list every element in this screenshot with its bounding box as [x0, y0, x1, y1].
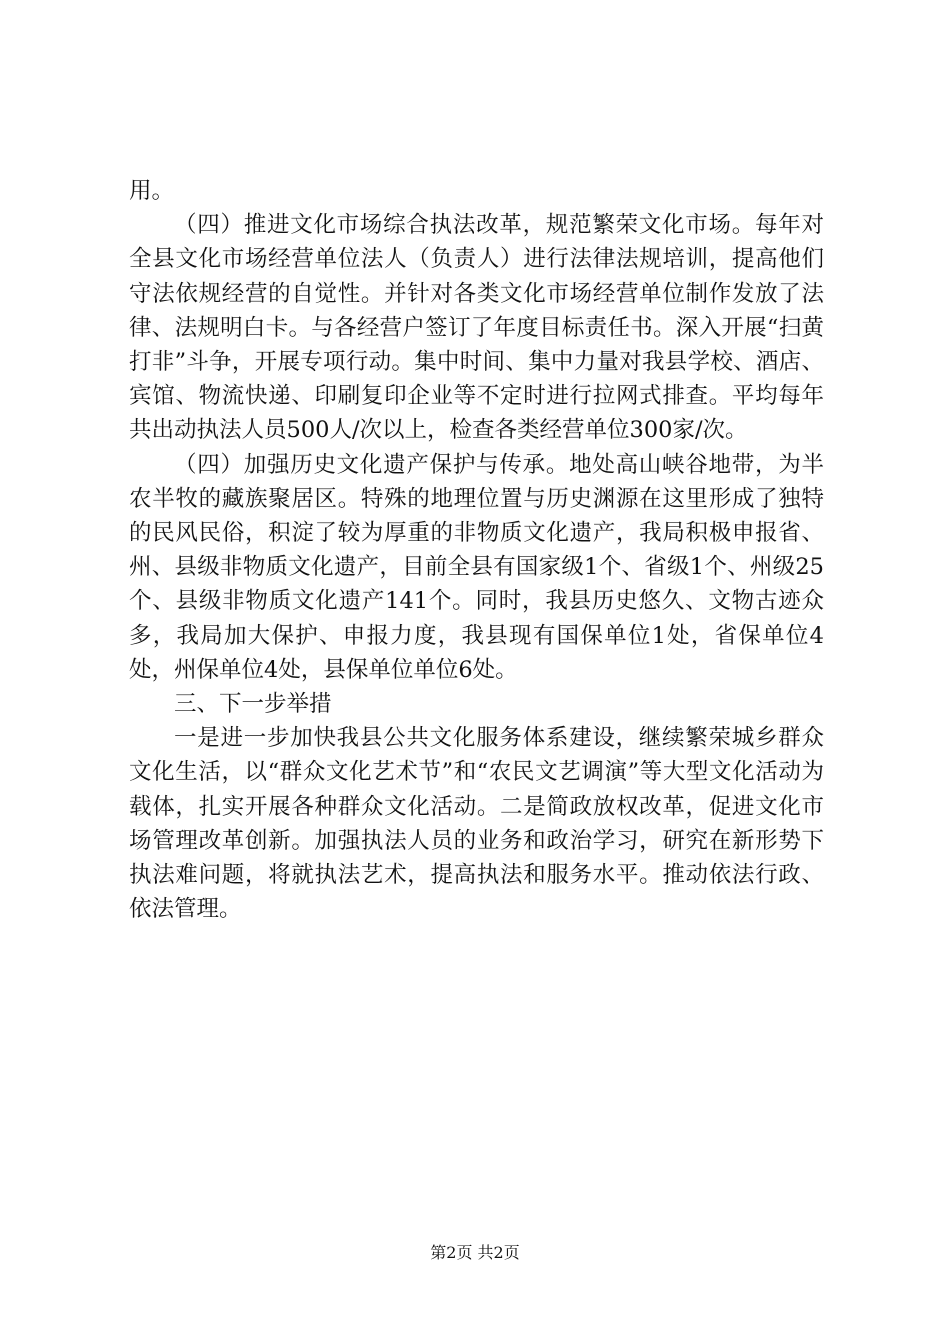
- paragraph-next-steps: 一是进一步加快我县公共文化服务体系建设，继续繁荣城乡群众文化生活，以“群众文化艺术节”和“农民文艺调演”等大型文化活动为载体，扎实开展各种群众文化活动。二是简政放权改革，促进文化市场管理改革创新。加强执法人员的业务和政治学习，研究在新形势下执法难问题，将就执法艺术，提高执法和服务水平。推动依法行政、依法管理。: [129, 725, 824, 923]
- page-footer: 第2页 共2页: [430, 1243, 520, 1262]
- section-heading-next-steps: 三、下一步举措: [174, 691, 332, 718]
- document-body: [129, 174, 824, 926]
- paragraph-continuation: 用。: [129, 178, 175, 204]
- paragraph-heritage-protection: （四）加强历史文化遗产保护与传承。地处高山峡谷地带，为半农半牧的藏族聚居区。特殊的地理位置与历史渊源在这里形成了独特的民风民俗，积淀了较为厚重的非物质文化遗产，我局积极申报省、州、县级非物质文化遗产，目前全县有国家级1个、省级1个、州级25个、县级非物质文化遗产141个。同时，我县历史悠久、文物古迹众多，我局加大保护、申报力度，我县现有国保单位1处，省保单位4处，州保单位4处，县保单位单位6处。: [129, 451, 824, 683]
- paragraph-cultural-market-enforcement: （四）推进文化市场综合执法改革，规范繁荣文化市场。每年对全县文化市场经营单位法人（负责人）进行法律法规培训，提高他们守法依规经营的自觉性。并针对各类文化市场经营单位制作发放了法律、法规明白卡。与各经营户签订了年度目标责任书。深入开展“扫黄打非”斗争，开展专项行动。集中时间、集中力量对我县学校、酒店、宾馆、物流快递、印刷复印企业等不定时进行拉网式排查。平均每年共出动执法人员500人/次以上，检查各类经营单位300家/次。: [129, 212, 824, 444]
